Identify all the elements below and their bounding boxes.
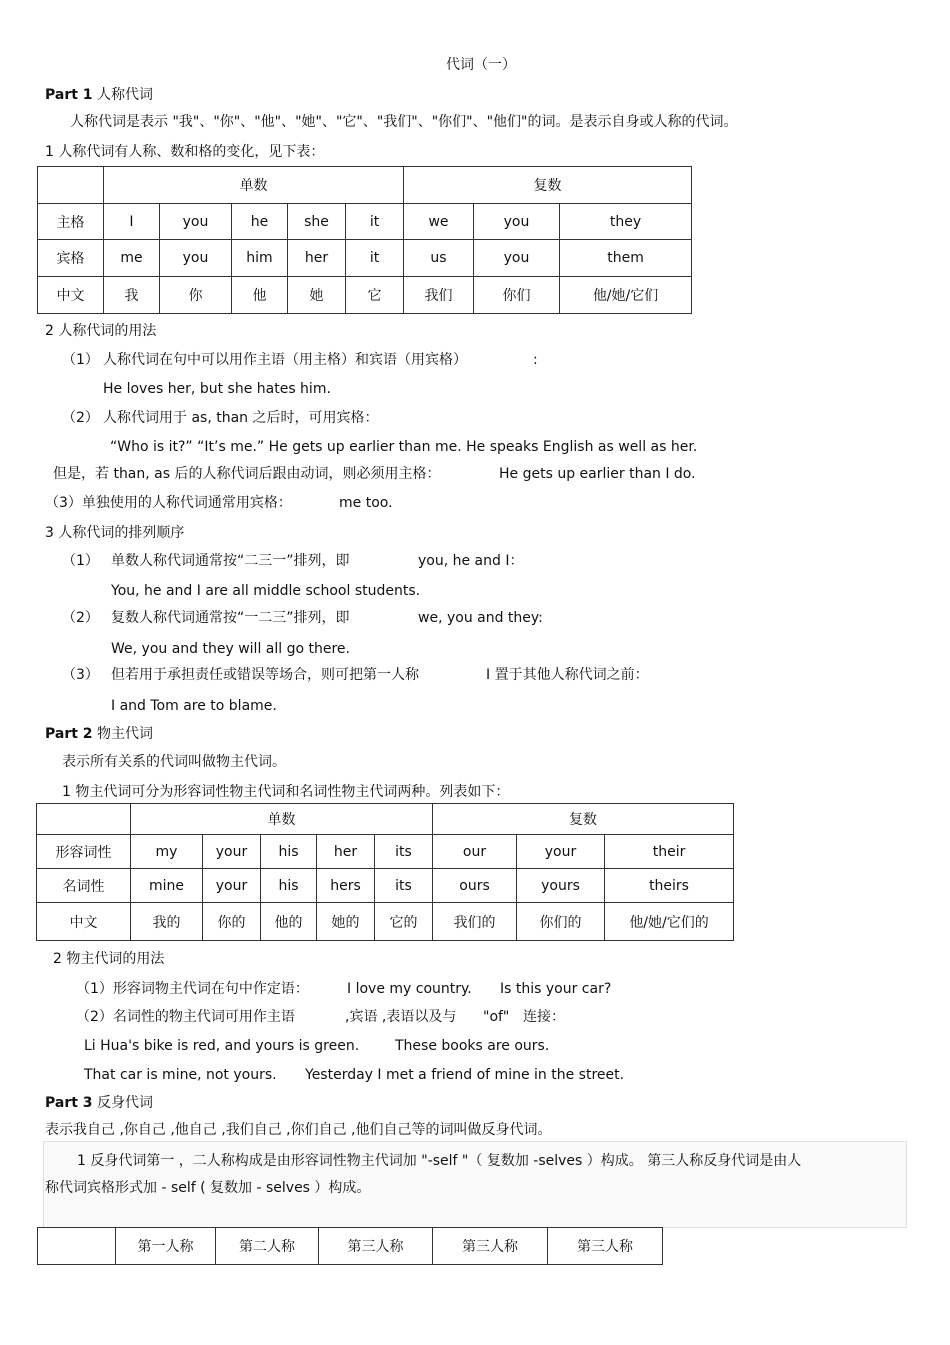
table-cell: we — [404, 204, 474, 240]
part2-heading: 物主代词 — [97, 726, 153, 742]
usage-num: （2） — [62, 410, 99, 426]
part3-heading: 反身代词 — [97, 1095, 153, 1111]
usage-text-end: 连接： — [523, 1009, 565, 1025]
usage-colon: : — [533, 352, 538, 368]
table-cell: its — [375, 869, 433, 903]
order-text: 单数人称代词通常按“二三一”排列，即 — [111, 553, 350, 569]
table-cell: 他/她/它们的 — [605, 903, 734, 941]
table-row — [37, 903, 734, 941]
order-example: I and Tom are to blame. — [111, 698, 277, 714]
part2-intro: 表示所有关系的代词叫做物主代词。 — [62, 754, 286, 770]
usage-of: "of" — [483, 1009, 510, 1025]
table-cell: she — [288, 204, 346, 240]
table-cell: your — [517, 835, 605, 869]
table-cell: mine — [131, 869, 203, 903]
usage-example: “Who is it?” “It’s me.” He gets up earlier than me. He speaks English as well as her. — [110, 439, 698, 455]
table-cell: our — [433, 835, 517, 869]
row-label: 宾格 — [38, 240, 104, 277]
table-cell: it — [346, 240, 404, 277]
table-row — [38, 1228, 663, 1265]
table-cell: his — [261, 869, 317, 903]
part2-section1: 1 物主代词可分为形容词性物主代词和名词性物主代词两种。列表如下： — [62, 784, 510, 800]
usage-example: Yesterday I met a friend of mine in the street. — [305, 1067, 625, 1083]
usage-example: That car is mine, not yours. — [84, 1067, 277, 1083]
order-num: （3） — [62, 667, 99, 683]
usage-example: These books are ours. — [395, 1038, 550, 1054]
table-cell: you — [160, 240, 232, 277]
table-cell: her — [288, 240, 346, 277]
table-row — [38, 240, 692, 277]
usage-example: He gets up earlier than I do. — [499, 466, 696, 482]
header-cell: 第一人称 — [116, 1228, 216, 1265]
table-cell: 她 — [288, 277, 346, 314]
usage-text: 人称代词用于 as, than 之后时，可用宾格： — [103, 410, 379, 426]
table-cell: 你的 — [203, 903, 261, 941]
table-cell: 他的 — [261, 903, 317, 941]
table-cell: 你 — [160, 277, 232, 314]
table-cell: him — [232, 240, 288, 277]
order-tail: you, he and I： — [418, 553, 524, 569]
usage-example: Li Hua's bike is red, and yours is green. — [84, 1038, 360, 1054]
table-cell: you — [474, 240, 560, 277]
table-cell: hers — [317, 869, 375, 903]
table-cell: it — [346, 204, 404, 240]
rule-line: 称代词宾格形式加 - self ( 复数加 - selves ）构成。 — [45, 1180, 371, 1196]
table-row — [38, 277, 692, 314]
part3-intro: 表示我自己 ,你自己 ,他自己 ,我们自己 ,你们自己 ,他们自己等的词叫做反身代词。 — [45, 1122, 552, 1138]
table-cell: 他/她/它们 — [560, 277, 692, 314]
table-cell: your — [203, 835, 261, 869]
usage-text-cont: ,宾语 ,表语以及与 — [345, 1009, 457, 1025]
table-cell: his — [261, 835, 317, 869]
plural-header: 复数 — [433, 804, 734, 835]
row-label: 形容词性 — [37, 835, 131, 869]
part2-label: Part 2 — [45, 726, 93, 742]
table-cell: 它的 — [375, 903, 433, 941]
table-cell: you — [160, 204, 232, 240]
header-cell: 第二人称 — [216, 1228, 319, 1265]
table-cell: my — [131, 835, 203, 869]
table-cell: he — [232, 204, 288, 240]
table-cell: 她的 — [317, 903, 375, 941]
usage-text: 人称代词在句中可以用作主语（用主格）和宾语（用宾格） — [103, 352, 467, 368]
table-cell: me — [104, 240, 160, 277]
table-cell: they — [560, 204, 692, 240]
table-cell: you — [474, 204, 560, 240]
part1-intro: 人称代词是表示 "我"、"你"、"他"、"她"、"它"、"我们"、"你们"、"他们"的词。是表示自身或人称的代词。 — [70, 114, 738, 130]
table-cell: 我 — [104, 277, 160, 314]
order-example: We, you and they will all go there. — [111, 641, 350, 657]
row-label: 中文 — [37, 903, 131, 941]
order-tail: we, you and they: — [418, 610, 543, 626]
row-label: 主格 — [38, 204, 104, 240]
table-cell: 你们 — [474, 277, 560, 314]
part1-section1: 1 人称代词有人称、数和格的变化，见下表： — [45, 144, 325, 160]
order-text: 复数人称代词通常按“一二三”排列，即 — [111, 610, 350, 626]
table-cell: 我的 — [131, 903, 203, 941]
usage-example: Is this your car? — [500, 981, 612, 997]
part1-label: Part 1 — [45, 87, 93, 103]
table-cell: theirs — [605, 869, 734, 903]
usage-text: （1）形容词物主代词在句中作定语： — [76, 981, 309, 997]
order-num: （2） — [62, 610, 99, 626]
usage-example: I love my country. — [347, 981, 472, 997]
table-cell: them — [560, 240, 692, 277]
part1-heading: 人称代词 — [97, 87, 153, 103]
part1-section3: 3 人称代词的排列顺序 — [45, 525, 185, 541]
table-cell: 它 — [346, 277, 404, 314]
singular-header: 单数 — [131, 804, 433, 835]
table-corner — [37, 804, 131, 835]
table-cell: your — [203, 869, 261, 903]
usage-num: （1） — [62, 352, 99, 368]
table-corner — [38, 167, 104, 204]
part3-label: Part 3 — [45, 1095, 93, 1111]
table-cell: 他 — [232, 277, 288, 314]
table-cell: 你们的 — [517, 903, 605, 941]
page-title: 代词（一） — [446, 57, 516, 73]
table-corner — [38, 1228, 116, 1265]
order-example: You, he and I are all middle school students. — [111, 583, 421, 599]
order-tail: I 置于其他人称代词之前： — [486, 667, 649, 683]
header-cell: 第三人称 — [433, 1228, 548, 1265]
order-num: （1） — [62, 553, 99, 569]
usage-example: me too. — [339, 495, 393, 511]
part2-section2: 2 物主代词的用法 — [53, 951, 165, 967]
table-cell: 我们 — [404, 277, 474, 314]
rule-line: 1 反身代词第一 ，二人称构成是由形容词性物主代词加 "-self "（ 复数加 -selves ）构成。 第三人称反身代词是由人 — [77, 1153, 802, 1169]
table-row — [37, 835, 734, 869]
table-cell: her — [317, 835, 375, 869]
order-text: 但若用于承担责任或错误等场合，则可把第一人称 — [111, 667, 419, 683]
table-cell: their — [605, 835, 734, 869]
row-label: 名词性 — [37, 869, 131, 903]
usage-note: 但是，若 than, as 后的人称代词后跟由动词，则必须用主格： — [53, 466, 441, 482]
table-cell: yours — [517, 869, 605, 903]
part1-section2: 2 人称代词的用法 — [45, 323, 157, 339]
table-cell: I — [104, 204, 160, 240]
usage-example: He loves her, but she hates him. — [103, 381, 331, 397]
usage-text: （2）名词性的物主代词可用作主语 — [76, 1009, 295, 1025]
table-cell: ours — [433, 869, 517, 903]
table-cell: us — [404, 240, 474, 277]
table-row — [37, 869, 734, 903]
table-cell: its — [375, 835, 433, 869]
usage-text: （3）单独使用的人称代词通常用宾格： — [45, 495, 292, 511]
plural-header: 复数 — [404, 167, 692, 204]
header-cell: 第三人称 — [548, 1228, 663, 1265]
singular-header: 单数 — [104, 167, 404, 204]
row-label: 中文 — [38, 277, 104, 314]
reflexive-pronoun-table — [37, 1227, 663, 1265]
personal-pronoun-table — [37, 166, 692, 314]
table-row — [38, 204, 692, 240]
header-cell: 第三人称 — [319, 1228, 433, 1265]
possessive-pronoun-table — [36, 803, 734, 941]
table-cell: 我们的 — [433, 903, 517, 941]
